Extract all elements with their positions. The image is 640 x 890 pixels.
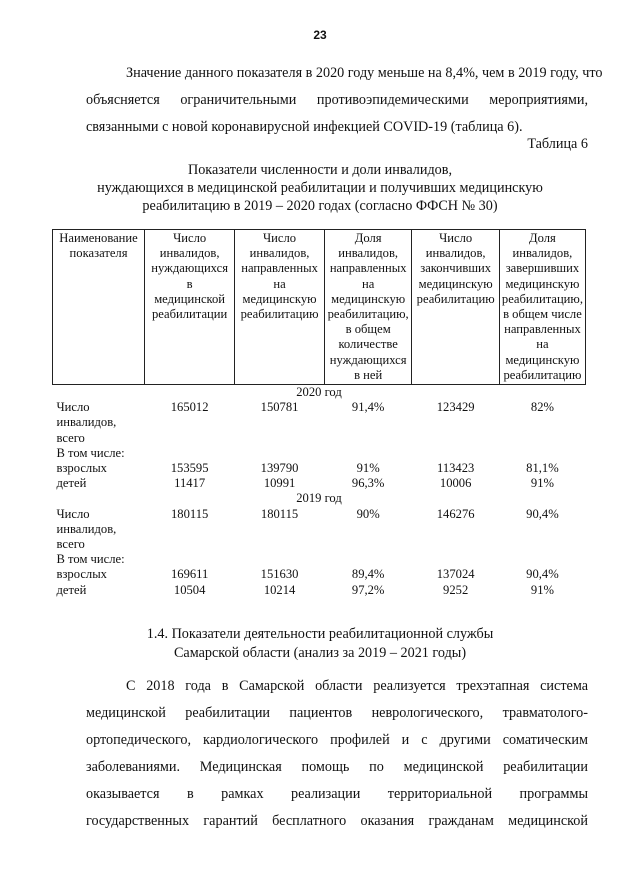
body-line: заболеваниями. Медицинская помощь по медицинской реабилитации (86, 759, 588, 775)
table-cell: 10214 (263, 582, 296, 597)
column-header-line: нуждающихся (329, 352, 407, 367)
table-cell: 151630 (260, 567, 299, 582)
table-body (53, 385, 586, 598)
row-label-line: взрослых (56, 567, 107, 582)
table-cell: 150781 (260, 400, 299, 415)
column-header-line: реабилитацию, (327, 307, 409, 322)
column-header (235, 230, 325, 385)
column-header-line: медицинскую (505, 276, 580, 291)
row-label (53, 461, 145, 476)
column-header-line: в общем числе (503, 307, 582, 322)
column-header-line: Число (439, 231, 473, 245)
table-cell: 89,4% (351, 567, 385, 582)
table-cell (324, 446, 412, 461)
column-header-line: медицинской (154, 291, 226, 306)
row-label (53, 552, 145, 567)
table-cell: 90,4% (526, 567, 559, 582)
table-row (53, 446, 586, 461)
table-row (53, 567, 586, 582)
table-cell: 180115 (170, 506, 209, 521)
table-cell: 123429 (436, 400, 475, 415)
table-row (53, 461, 586, 476)
column-header-line: завершивших (505, 261, 580, 276)
column-header-line: нуждающихся (151, 261, 228, 276)
column-header-line: направленных (504, 322, 581, 337)
table-cell: 180115 (260, 506, 299, 521)
table-row (53, 476, 586, 491)
column-header-line: реабилитацию (503, 367, 582, 382)
table-cell (235, 446, 325, 461)
column-header-line: направленных (329, 261, 407, 276)
intro-paragraph (86, 60, 603, 141)
table-cell: 9252 (443, 582, 469, 597)
table-cell (412, 552, 499, 567)
table-cell (412, 446, 499, 461)
column-header (499, 230, 585, 385)
row-label-line: детей (56, 476, 87, 491)
table-cell: 91% (356, 461, 380, 476)
body-line: С 2018 года в Самарской области реализуется трехэтапная система (126, 678, 588, 694)
table-cell (499, 446, 585, 461)
table-cell: 91% (530, 582, 554, 597)
table-label: Таблица 6 (527, 136, 588, 152)
table-cell: 91,4% (351, 400, 385, 415)
column-header-line: в общем (345, 322, 391, 337)
table-cell: 10006 (439, 476, 472, 491)
row-label-line: Число (56, 400, 90, 415)
table-cell: 91% (530, 476, 554, 491)
table-cell: 82% (530, 400, 554, 415)
row-label-line: взрослых (56, 461, 107, 476)
row-label (53, 446, 145, 461)
table-cell: 139790 (260, 461, 299, 476)
year-label: 2019 год (296, 491, 342, 506)
row-label (53, 567, 145, 582)
table-row (53, 583, 586, 598)
row-label-line: детей (56, 582, 87, 597)
row-label-line: всего (56, 430, 85, 445)
column-header (145, 230, 235, 385)
table-cell (235, 552, 325, 567)
table-cell: 90,4% (526, 506, 559, 521)
column-header-line: реабилитацию, (501, 291, 583, 306)
column-header (412, 230, 499, 385)
table-cell: 10504 (173, 582, 206, 597)
body-paragraph (86, 673, 588, 835)
table-cell: 153595 (170, 461, 209, 476)
row-label (53, 507, 145, 553)
table-cell (145, 446, 235, 461)
table-cell (499, 552, 585, 567)
column-header-line: Доля (529, 231, 556, 245)
row-label-line: всего (56, 537, 85, 552)
section-title-line: 1.4. Показатели деятельности реабилитационной службы (146, 626, 494, 642)
column-header-line: количестве (338, 337, 398, 352)
column-header (324, 230, 412, 385)
caption-line: Показатели численности и доли инвалидов, (187, 162, 453, 178)
table-cell: 165012 (170, 400, 209, 415)
table-cell: 90% (356, 506, 380, 521)
section-title-line: Самарской области (анализ за 2019 – 2021 годы) (173, 645, 467, 661)
body-line: медицинской реабилитации пациентов неврологического, травматолого- (86, 705, 588, 721)
table-cell: 96,3% (351, 476, 385, 491)
column-header-line: инвалидов, (512, 246, 573, 261)
table-caption (60, 161, 580, 215)
column-header (53, 230, 145, 385)
body-line: ортопедического, кардиологического профилей и с другими соматическим (86, 732, 588, 748)
column-header-line: медицинскую (242, 291, 317, 306)
table-cell: 81,1% (526, 461, 559, 476)
column-header-line: реабилитацию (416, 291, 495, 306)
body-line: государственных гарантий бесплатного оказания гражданам медицинской (86, 813, 588, 829)
row-label-line: инвалидов, (56, 415, 117, 430)
intro-line: объясняется ограничительными противоэпидемическими мероприятиями, (86, 92, 588, 108)
row-label-line: Число (56, 506, 90, 521)
intro-line: Значение данного показателя в 2020 году меньше на 8,4%, чем в 2019 году, что (126, 65, 603, 81)
column-header-line: на (536, 337, 549, 352)
statistics-table (52, 229, 586, 598)
column-header-line: инвалидов, (159, 246, 220, 261)
column-header-line: медицинскую (418, 276, 493, 291)
table-row (53, 552, 586, 567)
column-header-line: закончивших (420, 261, 492, 276)
year-row (53, 491, 586, 506)
body-line: оказывается в рамках реализации территориальной программы (86, 786, 588, 802)
column-header-line: реабилитации (151, 307, 228, 322)
table-cell: 113423 (436, 461, 475, 476)
column-header-line: на (361, 276, 375, 291)
table-cell (324, 552, 412, 567)
table-cell: 10991 (263, 476, 296, 491)
row-label-line: инвалидов, (56, 521, 117, 536)
column-header-line: реабилитацию (240, 307, 319, 322)
page-number: 23 (313, 28, 327, 42)
table-cell: 137024 (436, 567, 475, 582)
row-label (53, 476, 145, 491)
row-label-line: В том числе: (56, 552, 125, 567)
column-header-line: в (186, 276, 193, 291)
column-header-line: медицинскую (505, 352, 580, 367)
caption-line: реабилитацию в 2019 – 2020 годах (согласно ФФСН № 30) (142, 198, 498, 214)
year-label: 2020 год (296, 385, 342, 400)
table-cell (145, 552, 235, 567)
column-header-line: Число (173, 231, 207, 245)
column-header-line: инвалидов, (425, 246, 486, 261)
table-cell: 11417 (174, 476, 206, 491)
table-cell: 97,2% (351, 582, 385, 597)
row-label (53, 583, 145, 598)
column-header-line: медицинскую (331, 291, 406, 306)
column-header-line: инвалидов, (338, 246, 399, 261)
caption-line: нуждающихся в медицинской реабилитации и получивших медицинскую (97, 180, 543, 196)
table-row (53, 400, 586, 446)
column-header-line: на (273, 276, 286, 291)
column-header-line: направленных (241, 261, 318, 276)
year-row (53, 385, 586, 401)
section-title (60, 625, 580, 663)
column-header-line: Доля (354, 231, 382, 245)
column-header-line: показателя (69, 246, 128, 261)
row-label (53, 400, 145, 446)
row-label-line: В том числе: (56, 445, 125, 460)
intro-line: связанными с новой коронавирусной инфекцией COVID-19 (таблица 6). (86, 119, 523, 135)
column-header-line: Число (263, 231, 297, 245)
column-header-line: Наименование (59, 231, 138, 245)
table-row (53, 507, 586, 553)
table-header-row (53, 230, 586, 385)
table-cell: 169611 (170, 567, 209, 582)
column-header-line: инвалидов, (249, 246, 310, 261)
table-cell: 146276 (436, 506, 475, 521)
column-header-line: в ней (354, 367, 383, 382)
